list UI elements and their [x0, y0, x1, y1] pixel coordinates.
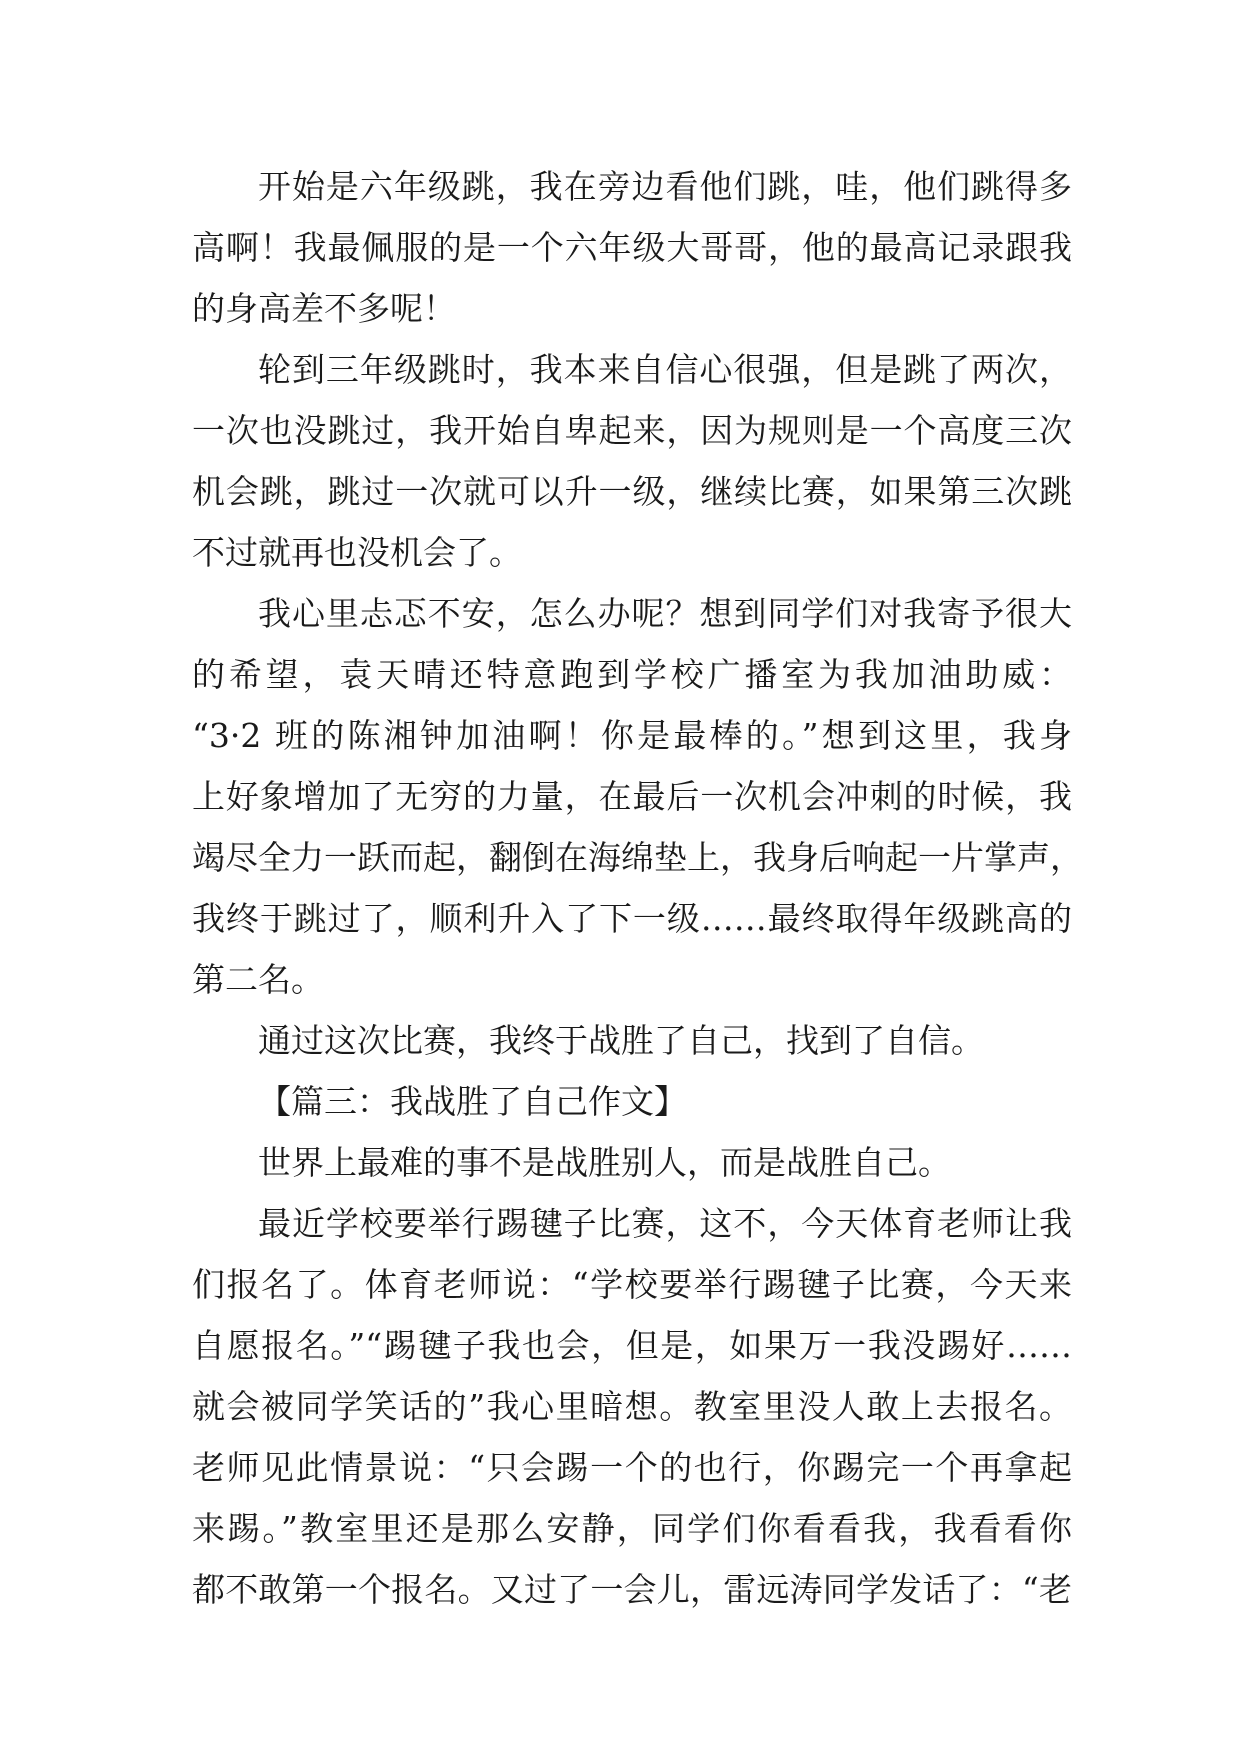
text-line: 第二名。 [192, 960, 324, 999]
text-line: 来踢。”教室里还是那么安静，同学们你看看我，我看看你 [192, 1509, 1072, 1548]
text-line: 上好象增加了无穷的力量，在最后一次机会冲刺的时候，我 [192, 777, 1072, 816]
text-line: 的身高差不多呢！ [192, 289, 456, 328]
text-line: 我心里忐忑不安，怎么办呢？想到同学们对我寄予很大 [258, 594, 1072, 633]
text-line: 们报名了。体育老师说：“学校要举行踢毽子比赛，今天来 [192, 1265, 1072, 1304]
text-line: 老师见此情景说：“只会踢一个的也行，你踢完一个再拿起 [192, 1448, 1072, 1487]
text-line: 开始是六年级跳，我在旁边看他们跳，哇，他们跳得多 [258, 167, 1072, 206]
body-text [192, 156, 1083, 1620]
text-line: 我终于跳过了，顺利升入了下一级……最终取得年级跳高的 [192, 899, 1072, 938]
text-line: 机会跳，跳过一次就可以升一级，继续比赛，如果第三次跳 [192, 472, 1072, 511]
text-line: 都不敢第一个报名。又过了一会儿，雷远涛同学发话了：“老 [192, 1570, 1072, 1609]
text-line: 就会被同学笑话的”我心里暗想。教室里没人敢上去报名。 [192, 1387, 1072, 1426]
text-line: 不过就再也没机会了。 [192, 533, 522, 572]
text-line: 一次也没跳过，我开始自卑起来，因为规则是一个高度三次 [192, 411, 1072, 450]
text-line: 竭尽全力一跃而起，翻倒在海绵垫上，我身后响起一片掌声， [192, 838, 1083, 877]
text-line: “3·2 班的陈湘钟加油啊！你是最棒的。”想到这里，我身 [192, 716, 1072, 755]
text-line: 最近学校要举行踢毽子比赛，这不，今天体育老师让我 [258, 1204, 1072, 1243]
text-line: 高啊！我最佩服的是一个六年级大哥哥，他的最高记录跟我 [192, 228, 1072, 267]
text-line: 世界上最难的事不是战胜别人，而是战胜自己。 [258, 1143, 951, 1182]
text-line: 自愿报名。”“踢毽子我也会，但是，如果万一我没踢好…… [192, 1326, 1072, 1365]
text-line: 轮到三年级跳时，我本来自信心很强，但是跳了两次， [258, 350, 1072, 389]
text-line: 的希望，袁天晴还特意跑到学校广播室为我加油助威： [192, 655, 1072, 694]
text-line: 通过这次比赛，我终于战胜了自己，找到了自信。 [258, 1021, 984, 1060]
section-heading: 【篇三：我战胜了自己作文】 [258, 1082, 687, 1121]
